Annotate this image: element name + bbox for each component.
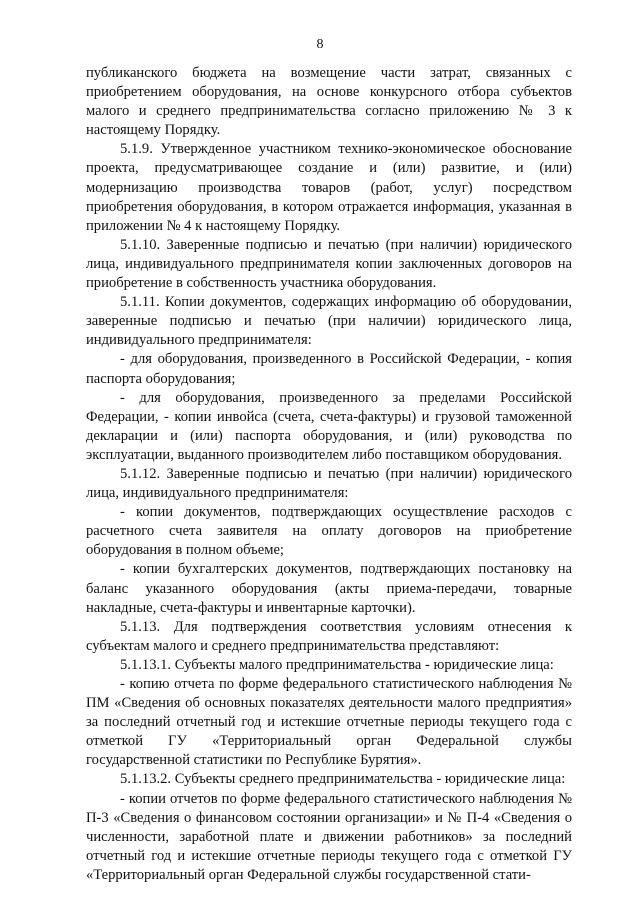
paragraph: публиканского бюджета на возмещение части затрат, связанных с приобретением оборудования, на основе конкурсного отбора субъектов малого и среднего предпринимательства согласно приложению № 3 к настоящему Порядку. <box>86 65 572 139</box>
list-item: - для оборудования, произведенного за пределами Российской Федерации, - копии инвойса (счета, счета-фактуры) и грузовой таможенной декларации и (или) паспорта оборудования, и (или) руководства по эксплуатации, выданного производителем либо поставщиком оборудования. <box>86 389 572 463</box>
list-item: - для оборудования, произведенного в Российской Федерации, - копия паспорта оборудования; <box>86 351 572 387</box>
document-body <box>86 64 572 885</box>
paragraph: 5.1.11. Копии документов, содержащих информацию об оборудовании, заверенные подписью и печатью (при наличии) юридического лица, индивидуального предпринимателя: <box>86 294 572 349</box>
paragraph: 5.1.10. Заверенные подписью и печатью (при наличии) юридического лица, индивидуального предпринимателя копии заключенных договоров на приобретение в собственность участника оборудования. <box>86 236 572 292</box>
list-item: - копии документов, подтверждающих осуществление расходов с расчетного счета заявителя на оплату договоров на приобретение оборудования в полном объеме; <box>86 504 572 559</box>
list-item: - копию отчета по форме федерального статистического наблюдения № ПМ «Сведения об основных показателях деятельности малого предприятия» за последний отчетный год и истекшие отчетные периоды текущего года с отметкой ГУ «Территориальный орган Федеральной службы государственной статистики по Республике Бурятия». <box>86 676 572 769</box>
paragraph: 5.1.9. Утвержденное участником технико-экономическое обоснование проекта, предусматривающее создание и (или) развитие, и (или) модернизацию производства товаров (работ, услуг) посредством приобретения оборудования, в котором отражается информация, указанная в приложении № 4 к настоящему Порядку. <box>86 141 572 234</box>
list-item: - копии отчетов по форме федерального статистического наблюдения № П-3 «Сведения о финансовом состоянии организации» и № П-4 «Сведения о численности, заработной плате и движении работников» за последний отчетный год и истекшие отчетные периоды текущего года с отметкой ГУ «Территориальный орган Федеральной службы государственной стати- <box>86 790 572 883</box>
paragraph: 5.1.12. Заверенные подписью и печатью (при наличии) юридического лица, индивидуального предпринимателя: <box>86 465 572 502</box>
paragraph: 5.1.13. Для подтверждения соответствия условиям отнесения к субъектам малого и среднего предпринимательства представляют: <box>86 618 572 654</box>
page-number: 8 <box>316 37 324 52</box>
list-item: - копии бухгалтерских документов, подтверждающих постановку на баланс указанного оборудования (акты приема-передачи, товарные накладные, счета-фактуры и инвентарные карточки). <box>86 561 572 616</box>
paragraph: 5.1.13.1. Субъекты малого предпринимательства - юридические лица: <box>120 656 554 673</box>
paragraph: 5.1.13.2. Субъекты среднего предпринимательства - юридические лица: <box>120 771 566 788</box>
